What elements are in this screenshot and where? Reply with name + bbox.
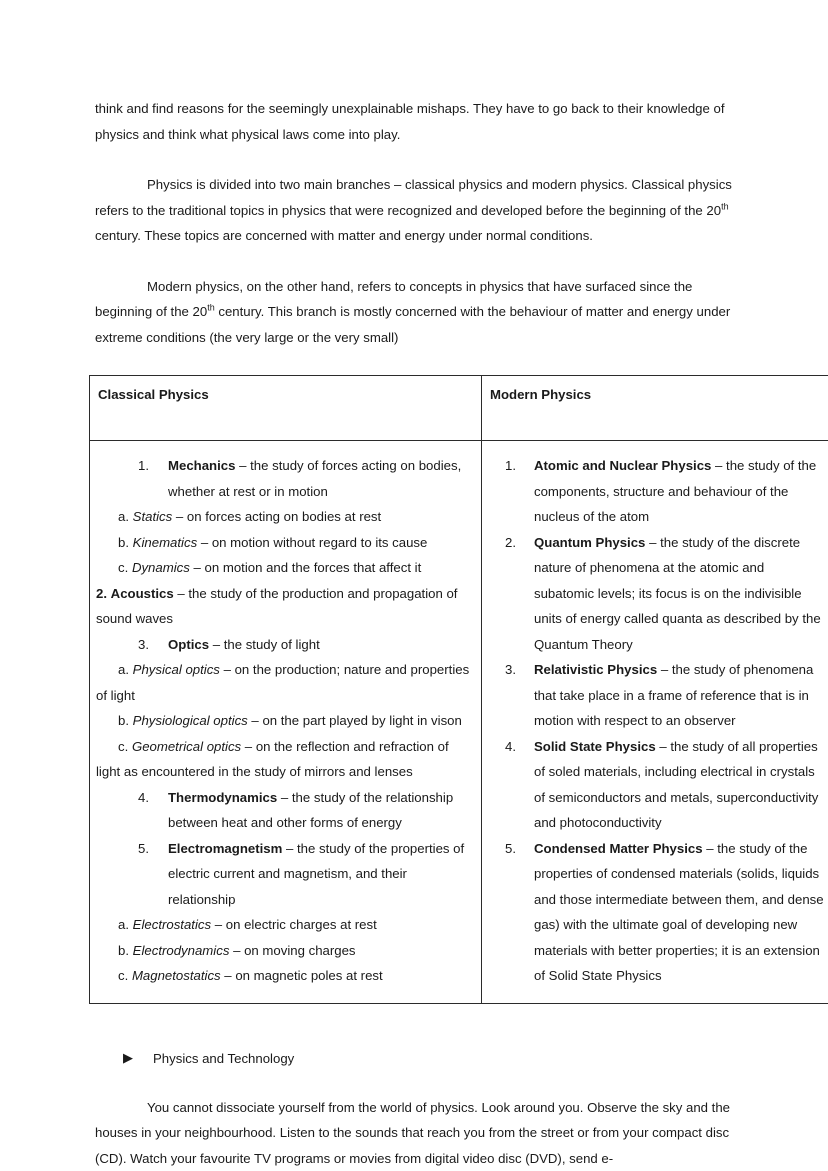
list-item-marker: 1. bbox=[505, 453, 527, 479]
list-item-description: the study of the properties of electric current and magnetism, and their relationship bbox=[168, 841, 464, 907]
list-item-marker: c. bbox=[118, 739, 128, 754]
list-item-dash: – bbox=[277, 790, 292, 805]
list-item-dash: – bbox=[657, 662, 672, 677]
table-cell-classical-physics bbox=[90, 441, 482, 1004]
list-item bbox=[96, 657, 471, 708]
table-body-row bbox=[90, 441, 828, 1004]
list-item-term: Atomic and Nuclear Physics bbox=[534, 458, 711, 473]
list-item-marker: 2. bbox=[96, 586, 107, 601]
list-item-description: the study of the properties of condensed materials (solids, liquids and those intermediate between them, and dense gas) with the ultimate goal of developing new materials with better properties; it is an extension of Solid State Physics bbox=[534, 841, 824, 984]
list-item-marker: a. bbox=[118, 662, 129, 677]
list-item-term: Solid State Physics bbox=[534, 739, 656, 754]
list-item-term: Optics bbox=[168, 637, 209, 652]
table-header-classical-physics: Classical Physics bbox=[90, 376, 482, 441]
list-item-description: on motion without regard to its cause bbox=[212, 535, 428, 550]
list-item-marker: 5. bbox=[505, 836, 527, 862]
list-item-term: Mechanics bbox=[168, 458, 235, 473]
list-item-marker: b. bbox=[118, 943, 129, 958]
list-item bbox=[488, 453, 826, 530]
list-item-term: Statics bbox=[133, 509, 173, 524]
list-item-description: the study of light bbox=[224, 637, 320, 652]
list-item-dash: – bbox=[174, 586, 189, 601]
list-item-dash: – bbox=[211, 917, 226, 932]
intro-paragraphs bbox=[95, 96, 738, 350]
list-item-description: on magnetic poles at rest bbox=[235, 968, 382, 983]
paragraph-3-superscript: th bbox=[207, 303, 214, 313]
list-item-marker: 4. bbox=[138, 785, 160, 811]
list-item-marker: b. bbox=[118, 535, 129, 550]
physics-branches-table bbox=[89, 375, 828, 1004]
list-item-marker: 5. bbox=[138, 836, 160, 862]
list-item-term: Geometrical optics bbox=[132, 739, 241, 754]
list-item-dash: – bbox=[645, 535, 660, 550]
list-item bbox=[96, 555, 471, 581]
list-item-term: Condensed Matter Physics bbox=[534, 841, 703, 856]
list-item-dash: – bbox=[229, 943, 244, 958]
section-heading-physics-and-technology bbox=[95, 1048, 738, 1070]
list-item-description: on motion and the forces that affect it bbox=[205, 560, 422, 575]
modern-physics-list bbox=[488, 453, 826, 989]
paragraph-3-text-a: Modern physics, on the other hand, refers to concepts in physics that have surfaced since the beginning of the 20 bbox=[95, 279, 692, 320]
list-item-description: on the production; nature and properties of light bbox=[96, 662, 469, 703]
list-item-description: the study of the discrete nature of phenomena at the atomic and subatomic levels; its focus is on the indivisible units of energy called quanta as described by the Quantum Theory bbox=[534, 535, 821, 652]
list-item-description: the study of phenomena that take place in a frame of reference that is in motion with respect to an observer bbox=[534, 662, 813, 728]
list-item-term: Thermodynamics bbox=[168, 790, 277, 805]
triangle-bullet-icon: ▶ bbox=[123, 1047, 133, 1069]
list-item-marker: c. bbox=[118, 968, 128, 983]
list-item bbox=[96, 453, 471, 504]
table-cell-modern-physics bbox=[482, 441, 828, 1004]
list-item bbox=[96, 912, 471, 938]
list-item-term: Relativistic Physics bbox=[534, 662, 657, 677]
list-item bbox=[96, 785, 471, 836]
list-item-term: Physiological optics bbox=[133, 713, 248, 728]
list-item bbox=[488, 734, 826, 836]
paragraph-2-superscript: th bbox=[721, 201, 728, 211]
list-item bbox=[96, 530, 471, 556]
list-item-description: on the part played by light in vison bbox=[262, 713, 461, 728]
list-item-description: the study of the production and propagation of sound waves bbox=[96, 586, 457, 627]
list-item-description: the study of the components, structure and behaviour of the nucleus of the atom bbox=[534, 458, 816, 524]
list-item-marker: 3. bbox=[138, 632, 160, 658]
list-item-description: the study of forces acting on bodies, whether at rest or in motion bbox=[168, 458, 461, 499]
list-item-dash: – bbox=[209, 637, 224, 652]
list-item bbox=[488, 836, 826, 989]
table-header-modern-physics: Modern Physics bbox=[482, 376, 828, 441]
list-item-dash: – bbox=[221, 968, 236, 983]
list-item bbox=[96, 734, 471, 785]
list-item bbox=[96, 632, 471, 658]
list-item bbox=[96, 504, 471, 530]
list-item bbox=[96, 581, 471, 632]
list-item-dash: – bbox=[235, 458, 250, 473]
paragraph-1 bbox=[95, 96, 738, 147]
list-item-description: the study of the relationship between heat and other forms of energy bbox=[168, 790, 453, 831]
list-item-dash: – bbox=[282, 841, 297, 856]
list-item-term: Electrostatics bbox=[133, 917, 211, 932]
list-item bbox=[488, 657, 826, 734]
list-item-term: Electrodynamics bbox=[133, 943, 230, 958]
list-item-dash: – bbox=[711, 458, 726, 473]
list-item-dash: – bbox=[172, 509, 187, 524]
paragraph-3 bbox=[95, 274, 738, 351]
list-item-term: Magnetostatics bbox=[132, 968, 221, 983]
list-item-term: Dynamics bbox=[132, 560, 190, 575]
list-item-dash: – bbox=[220, 662, 235, 677]
list-item-dash: – bbox=[241, 739, 256, 754]
list-item-dash: – bbox=[703, 841, 718, 856]
list-item-description: on electric charges at rest bbox=[226, 917, 377, 932]
list-item-dash: – bbox=[197, 535, 212, 550]
list-item-term: Kinematics bbox=[133, 535, 198, 550]
list-item-description: on forces acting on bodies at rest bbox=[187, 509, 381, 524]
list-item-dash: – bbox=[656, 739, 671, 754]
paragraph-2-text-b: century. These topics are concerned with matter and energy under normal conditions. bbox=[95, 228, 593, 243]
paragraph-2 bbox=[95, 172, 738, 249]
list-item bbox=[96, 963, 471, 989]
list-item bbox=[488, 530, 826, 658]
list-item-marker: a. bbox=[118, 917, 129, 932]
list-item bbox=[96, 708, 471, 734]
closing-paragraph: You cannot dissociate yourself from the world of physics. Look around you. Observe the sky and the houses in your neighbourhood. Listen to the sounds that reach you from the street or from your compact disc (CD). Watch your favourite TV programs or movies from digital video disc (DVD), send e- bbox=[95, 1095, 738, 1171]
classical-physics-list bbox=[96, 453, 471, 989]
table-header-row bbox=[90, 376, 828, 441]
list-item-term: Electromagnetism bbox=[168, 841, 282, 856]
paragraph-2-text-a: Physics is divided into two main branches – classical physics and modern physics. Classical physics refers to the traditional topics in physics that were recognized and developed before the beginning of the 20 bbox=[95, 177, 732, 218]
list-item-dash: – bbox=[248, 713, 263, 728]
list-item-term: Quantum Physics bbox=[534, 535, 645, 550]
section-heading-label: Physics and Technology bbox=[153, 1048, 294, 1070]
list-item bbox=[96, 938, 471, 964]
paragraph-1-text: think and find reasons for the seemingly unexplainable mishaps. They have to go back to their knowledge of physics and think what physical laws come into play. bbox=[95, 101, 724, 142]
list-item-marker: 1. bbox=[138, 453, 160, 479]
paragraph-3-text-b: century. This branch is mostly concerned with the behaviour of matter and energy under extreme conditions (the very large or the very small) bbox=[95, 304, 730, 345]
list-item-marker: 3. bbox=[505, 657, 527, 683]
list-item-marker: 2. bbox=[505, 530, 527, 556]
list-item-term: Physical optics bbox=[133, 662, 220, 677]
list-item-description: on the reflection and refraction of light as encountered in the study of mirrors and lenses bbox=[96, 739, 449, 780]
list-item-description: the study of all properties of soled materials, including electrical in crystals of semiconductors and metals, superconductivity and photoconductivity bbox=[534, 739, 818, 831]
list-item bbox=[96, 836, 471, 913]
list-item-dash: – bbox=[190, 560, 205, 575]
list-item-term: Acoustics bbox=[111, 586, 174, 601]
list-item-marker: b. bbox=[118, 713, 129, 728]
list-item-description: on moving charges bbox=[244, 943, 355, 958]
list-item-marker: c. bbox=[118, 560, 128, 575]
list-item-marker: a. bbox=[118, 509, 129, 524]
list-item-marker: 4. bbox=[505, 734, 527, 760]
